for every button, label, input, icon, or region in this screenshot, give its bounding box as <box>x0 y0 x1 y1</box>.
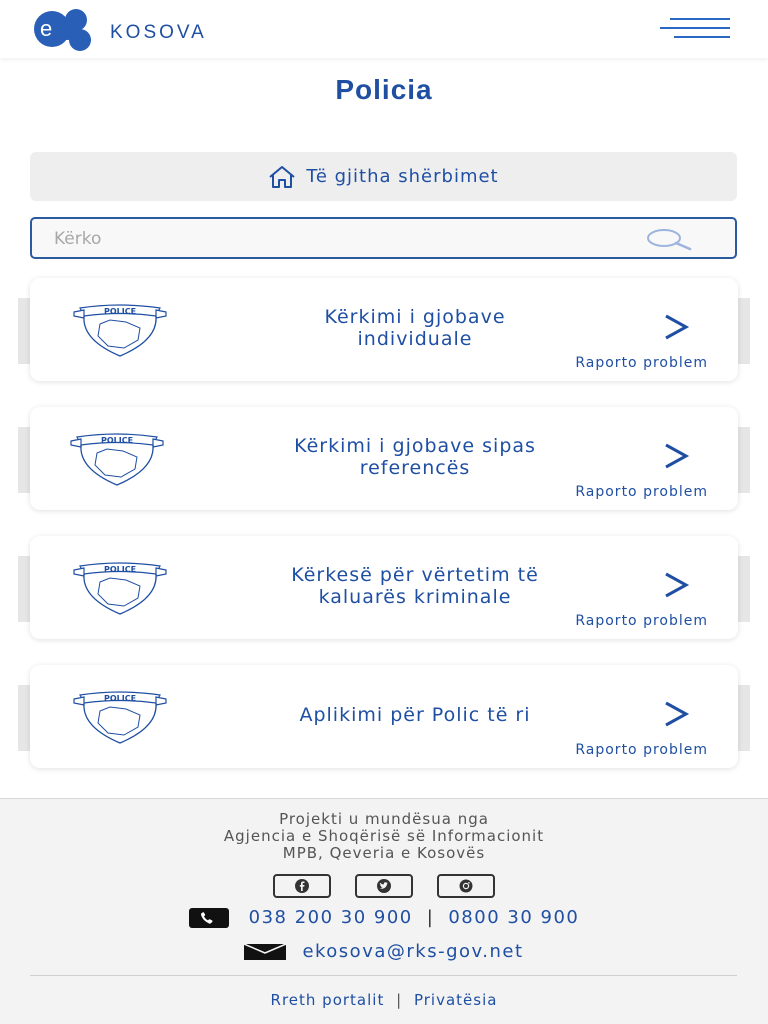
svg-text:POLICE: POLICE <box>103 565 137 574</box>
phone-line <box>0 907 768 928</box>
twitter-link[interactable] <box>355 874 413 898</box>
phone-separator: | <box>426 907 435 928</box>
card-decoration <box>736 427 750 493</box>
service-title-line: Kërkimi i gjobave <box>324 306 506 328</box>
privacy-link[interactable]: Privatësia <box>413 991 498 1009</box>
search-input[interactable] <box>54 227 634 251</box>
report-problem-link[interactable]: Raporto problem <box>575 355 708 371</box>
footer-links <box>0 991 768 1009</box>
card-decoration <box>736 556 750 622</box>
report-problem-link[interactable]: Raporto problem <box>575 484 708 500</box>
service-card-wrapper <box>18 278 750 383</box>
service-title-line: individuale <box>357 328 473 350</box>
social-links <box>273 874 495 898</box>
email-link[interactable]: ekosova@rks-gov.net <box>302 941 524 962</box>
service-title-line: referencës <box>359 457 471 479</box>
service-title-line: kaluarës kriminale <box>318 586 512 608</box>
card-decoration <box>736 685 750 751</box>
svg-text:POLICE: POLICE <box>100 436 134 445</box>
footer-divider <box>30 975 737 976</box>
service-title <box>215 536 615 636</box>
chevron-right-icon <box>662 312 690 342</box>
phone-icon <box>189 908 229 928</box>
logo-mark-icon <box>30 6 110 52</box>
report-problem-link[interactable]: Raporto problem <box>575 613 708 629</box>
service-card-wrapper <box>18 536 750 641</box>
footer-credits <box>0 811 768 862</box>
card-decoration <box>736 298 750 364</box>
phone-number-free[interactable]: 0800 30 900 <box>448 907 580 928</box>
mail-icon <box>244 944 286 960</box>
menu-line <box>674 36 730 38</box>
search-box <box>30 217 737 259</box>
svg-text:POLICE: POLICE <box>103 694 137 703</box>
service-card-wrapper <box>18 665 750 770</box>
menu-button[interactable] <box>660 14 730 42</box>
home-icon <box>268 165 296 189</box>
all-services-label: Të gjitha shërbimet <box>306 166 499 187</box>
service-card-fines-individual[interactable] <box>30 278 738 381</box>
about-portal-link[interactable]: Rreth portalit <box>270 991 385 1009</box>
service-title <box>215 407 615 507</box>
all-services-button[interactable] <box>30 152 737 201</box>
chevron-right-icon <box>662 441 690 471</box>
police-emblem-icon <box>60 687 180 747</box>
police-emblem-icon <box>60 558 180 618</box>
police-emblem-icon <box>60 300 180 360</box>
police-emblem-icon <box>52 429 182 489</box>
chevron-right-icon <box>662 570 690 600</box>
report-problem-link[interactable]: Raporto problem <box>575 742 708 758</box>
service-card-criminal-record[interactable] <box>30 536 738 639</box>
svg-text:POLICE: POLICE <box>103 307 137 316</box>
service-card-police-application[interactable] <box>30 665 738 768</box>
email-line <box>0 941 768 962</box>
credits-line: Agjencia e Shoqërisë së Informacionit <box>223 827 545 845</box>
instagram-icon <box>458 879 474 893</box>
page-title: Policia <box>335 74 433 105</box>
site-header <box>0 0 768 58</box>
chevron-right-icon <box>662 699 690 729</box>
instagram-link[interactable] <box>437 874 495 898</box>
service-card-wrapper <box>18 407 750 512</box>
phone-number[interactable]: 038 200 30 900 <box>248 907 413 928</box>
service-title-line: Kërkesë për vërtetim të <box>291 564 539 586</box>
service-title-line: Aplikimi për Polic të ri <box>299 704 531 726</box>
ekosova-logo[interactable] <box>30 6 230 52</box>
service-card-fines-reference[interactable] <box>30 407 738 510</box>
service-title <box>215 665 615 765</box>
service-title-line: Kërkimi i gjobave sipas <box>294 435 536 457</box>
menu-line <box>670 18 730 20</box>
links-separator: | <box>396 991 403 1009</box>
svg-text:e: e <box>40 16 53 41</box>
credits-line: Projekti u mundësua nga <box>279 810 489 828</box>
twitter-icon <box>376 879 392 893</box>
facebook-icon <box>295 879 309 893</box>
site-footer <box>0 798 768 1024</box>
service-title <box>215 278 615 378</box>
logo-text: KOSOVA <box>110 22 207 43</box>
menu-line <box>660 27 730 29</box>
search-icon[interactable] <box>644 227 696 251</box>
credits-line: MPB, Qeveria e Kosovës <box>282 844 486 862</box>
facebook-link[interactable] <box>273 874 331 898</box>
